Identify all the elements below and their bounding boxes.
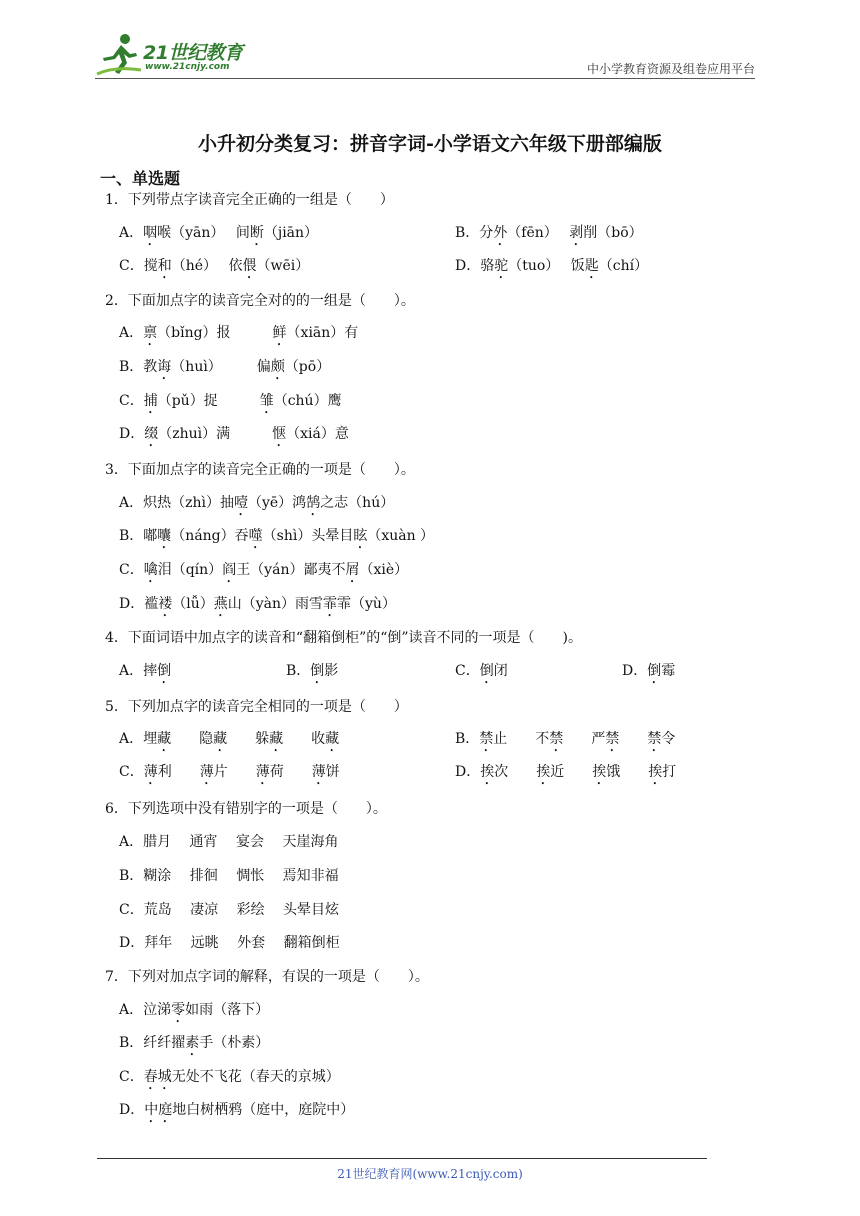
- option-text: A．: [119, 225, 144, 241]
- option-text: C．: [119, 1069, 144, 1085]
- dotted-char: 鹄: [306, 495, 321, 511]
- dotted-char: 挨: [480, 764, 495, 780]
- dotted-char: 剥: [569, 225, 584, 241]
- dotted-char: 素: [185, 1035, 200, 1051]
- dotted-char: 驼: [494, 258, 509, 274]
- dotted-char: 禁: [605, 731, 620, 747]
- runner-logo-icon: [95, 30, 143, 78]
- option-text: 削（bō）: [583, 225, 643, 241]
- option-text: C．荒岛 凄凉 彩绘 头晕目炫: [119, 902, 340, 918]
- option-text: C．: [119, 393, 144, 409]
- dotted-char: 偎: [242, 258, 257, 274]
- dotted-char: 囔: [157, 528, 172, 544]
- dotted-char: 挨: [536, 764, 551, 780]
- option-text: （xiān）有: [286, 325, 359, 341]
- dotted-char: 外: [493, 225, 508, 241]
- option-text: （xiè）: [359, 562, 409, 578]
- answer-option: [119, 357, 330, 383]
- dotted-char: 薄: [143, 764, 158, 780]
- option-text: 饿: [606, 764, 649, 780]
- question-stem: 7．下列对加点字词的解释，有误的一项是（ ）。: [105, 969, 429, 985]
- dotted-char: 倒: [157, 663, 172, 679]
- dotted-char: 禀: [143, 325, 158, 341]
- answer-option: [119, 493, 394, 519]
- option-text: A．腊月 通宵 宴会 天崖海角: [119, 834, 339, 850]
- option-text: （fēn）: [507, 225, 570, 241]
- option-text: 躲: [227, 731, 270, 747]
- answer-option: [455, 729, 675, 755]
- dotted-char: 霏: [323, 596, 338, 612]
- answer-option: [119, 729, 339, 755]
- footer-text: 21世纪教育网(www.21cnjy.com): [337, 1167, 523, 1181]
- dotted-char: 禁: [549, 731, 564, 747]
- question-stem: 4．下面词语中加点字的读音和“翻箱倒柜”的“倒”读音不同的一项是（ )。: [105, 630, 582, 646]
- option-text: 无处不飞花（春天的京城）: [171, 1069, 340, 1085]
- option-text: （tuo） 饭: [508, 258, 585, 274]
- dotted-char: 挨: [592, 764, 607, 780]
- dotted-char: 春城: [143, 1069, 172, 1085]
- dotted-char: 阎: [222, 562, 237, 578]
- question-stem: 3．下面加点字的读音完全正确的一项是（ ）。: [105, 462, 415, 478]
- option-text: A．埋: [119, 731, 158, 747]
- option-text: 片: [213, 764, 256, 780]
- option-text: 霉: [661, 663, 676, 679]
- option-text: D．拜年 远眺 外套 翻箱倒柜: [119, 935, 340, 951]
- dotted-char: 捕: [143, 393, 158, 409]
- option-text: D．褴: [119, 596, 159, 612]
- dotted-char: 中庭: [144, 1102, 173, 1118]
- option-text: 打: [662, 764, 677, 780]
- option-text: （lǚ）: [172, 596, 214, 612]
- option-text: C．: [119, 764, 144, 780]
- answer-option: [286, 661, 338, 687]
- option-text: 令: [661, 731, 676, 747]
- dotted-char: 咽: [143, 225, 158, 241]
- option-text: 如雨（落下）: [185, 1002, 270, 1018]
- logo-url: www.21cnjy.com: [145, 62, 230, 72]
- answer-option: [119, 900, 339, 920]
- dotted-char: 倒: [647, 663, 662, 679]
- dotted-char: 藏: [157, 731, 172, 747]
- dotted-char: 藏: [325, 731, 340, 747]
- dotted-char: 禁: [647, 731, 662, 747]
- option-text: B．糊涂 排徊 惆怅 焉知非福: [119, 868, 339, 884]
- answer-option: [119, 1067, 340, 1093]
- option-text: B．教: [119, 359, 158, 375]
- dotted-char: 断: [249, 225, 264, 241]
- dotted-char: 褛: [158, 596, 173, 612]
- dotted-char: 匙: [584, 258, 599, 274]
- option-text: 收: [283, 731, 326, 747]
- dotted-char: 诲: [157, 359, 172, 375]
- option-text: B．纤纤擢: [119, 1035, 186, 1051]
- dotted-char: 雏: [259, 393, 274, 409]
- option-text: （bǐng）报: [157, 325, 273, 341]
- option-text: 隐: [171, 731, 214, 747]
- option-text: D．: [622, 663, 648, 679]
- dotted-char: 噬: [248, 528, 263, 544]
- option-text: （zhuì）满: [158, 426, 273, 442]
- header-divider: [95, 78, 755, 79]
- option-text: 之志（hú）: [320, 495, 395, 511]
- option-text: （hé） 依: [171, 258, 243, 274]
- dotted-char: 鲜: [272, 325, 287, 341]
- logo: [95, 30, 265, 78]
- option-text: （pō）: [284, 359, 331, 375]
- dotted-char: 藏: [269, 731, 284, 747]
- dotted-char: 挨: [648, 764, 663, 780]
- dotted-char: 屑: [345, 562, 360, 578]
- option-text: A．摔: [119, 663, 158, 679]
- answer-option: [119, 424, 349, 450]
- option-text: 喉（yān） 间: [157, 225, 250, 241]
- footer-divider: [97, 1158, 707, 1159]
- option-text: C．: [455, 663, 480, 679]
- answer-option: [119, 762, 340, 788]
- dotted-char: 噎: [233, 495, 248, 511]
- option-text: B．嘟: [119, 528, 158, 544]
- answer-option: [119, 223, 318, 249]
- option-text: B．: [455, 731, 480, 747]
- option-text: 利: [157, 764, 200, 780]
- answer-option: [455, 762, 676, 788]
- answer-option: [119, 661, 171, 687]
- answer-option: [119, 1000, 269, 1026]
- dotted-char: 惬: [272, 426, 287, 442]
- dotted-char: 颇: [270, 359, 285, 375]
- question-stem: 6．下列选项中没有错别字的一项是（ ）。: [105, 801, 387, 817]
- option-text: D．: [119, 1102, 145, 1118]
- dotted-char: 缀: [144, 426, 159, 442]
- option-text: （yē）鸿: [247, 495, 307, 511]
- answer-option: [622, 661, 675, 687]
- option-text: 闭: [493, 663, 508, 679]
- option-text: （chí）: [598, 258, 649, 274]
- option-text: 严: [563, 731, 606, 747]
- option-text: （pǔ）捉: [157, 393, 260, 409]
- dotted-char: 零: [171, 1002, 186, 1018]
- option-text: 王（yán）鄙夷不: [236, 562, 346, 578]
- question-stem: 5．下列加点字的读音完全相同的一项是（ ）: [105, 699, 408, 715]
- dotted-char: 藏: [213, 731, 228, 747]
- option-text: （xuàn ）: [367, 528, 435, 544]
- answer-option: [119, 560, 408, 586]
- question-stem: 1．下列带点字读音完全正确的一组是（ ）: [105, 192, 394, 208]
- dotted-char: 噙: [143, 562, 158, 578]
- option-text: 止 不: [493, 731, 550, 747]
- option-text: [619, 731, 647, 747]
- page-title: 小升初分类复习：拼音字词-小学语文六年级下册部编版: [198, 133, 662, 155]
- option-text: A．炽热（zhì）抽: [119, 495, 234, 511]
- answer-option: [119, 1100, 354, 1126]
- option-text: D．: [455, 764, 481, 780]
- option-text: 泪（qín）: [157, 562, 223, 578]
- dotted-char: 和: [157, 258, 172, 274]
- section-heading: 一、单选题: [100, 169, 181, 188]
- dotted-char: 薄: [311, 764, 326, 780]
- answer-option: [119, 866, 339, 886]
- question-stem: 2．下面加点字的读音完全对的的一组是（ ）。: [105, 293, 415, 309]
- option-text: （náng）吞: [171, 528, 249, 544]
- logo-text: 21世纪教育: [143, 42, 243, 64]
- dotted-char: 倒: [479, 663, 494, 679]
- answer-option: [119, 391, 342, 417]
- answer-option: [119, 594, 396, 620]
- option-text: （wēi）: [256, 258, 310, 274]
- option-text: 饼: [325, 764, 340, 780]
- option-text: （xiá）意: [286, 426, 349, 442]
- option-text: 次: [494, 764, 537, 780]
- option-text: A．泣涕: [119, 1002, 172, 1018]
- answer-option: [119, 323, 358, 349]
- dotted-char: 禁: [479, 731, 494, 747]
- option-text: 霏（yù）: [337, 596, 396, 612]
- answer-option: [455, 661, 508, 687]
- option-text: C．: [119, 562, 144, 578]
- option-text: （chú）鹰: [273, 393, 342, 409]
- dotted-char: 眩: [353, 528, 368, 544]
- dotted-char: 燕: [213, 596, 228, 612]
- dotted-char: 薄: [255, 764, 270, 780]
- dotted-char: 薄: [199, 764, 214, 780]
- answer-option: [119, 526, 434, 552]
- answer-option: [119, 1033, 269, 1059]
- answer-option: [119, 256, 309, 282]
- answer-option: [455, 223, 643, 249]
- option-text: 地白树栖鸦（庭中，庭院中）: [172, 1102, 355, 1118]
- option-text: 影: [324, 663, 339, 679]
- option-text: C．搅: [119, 258, 158, 274]
- option-text: 荷: [269, 764, 312, 780]
- answer-option: [119, 832, 338, 852]
- option-text: B．: [286, 663, 311, 679]
- answer-option: [455, 256, 648, 282]
- option-text: （huì） 偏: [171, 359, 271, 375]
- option-text: 近: [550, 764, 593, 780]
- page-header: [95, 30, 755, 78]
- answer-option: [119, 933, 340, 953]
- option-text: （jiān）: [263, 225, 319, 241]
- option-text: D．骆: [455, 258, 495, 274]
- dotted-char: 倒: [310, 663, 325, 679]
- option-text: D．: [119, 426, 145, 442]
- option-text: 手（朴素）: [199, 1035, 270, 1051]
- option-text: （shì）头晕目: [262, 528, 354, 544]
- option-text: A．: [119, 325, 144, 341]
- platform-name: 中小学教育资源及组卷应用平台: [586, 62, 755, 76]
- option-text: B．分: [455, 225, 494, 241]
- option-text: 山（yàn）雨雪: [227, 596, 324, 612]
